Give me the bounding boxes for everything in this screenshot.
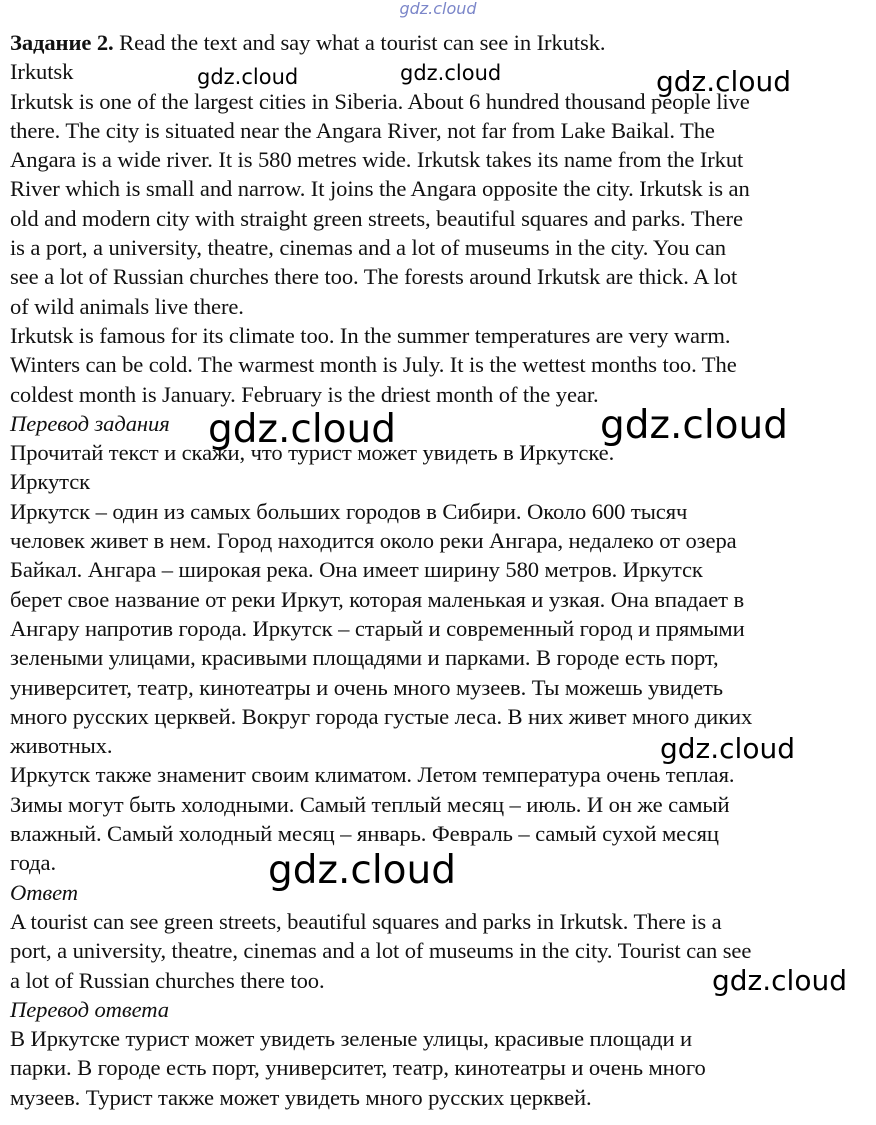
translation-line: Иркутск – один из самых больших городов в Сибири. Около 600 тысяч (10, 498, 688, 524)
answer-translation-line: В Иркутске турист может увидеть зеленые улицы, красивые площади и (10, 1026, 692, 1052)
translation-title: Иркутск (10, 469, 91, 495)
translation-line: животных. (10, 733, 113, 759)
translation-line: года. (10, 850, 57, 876)
task-instruction: Read the text and say what a tourist can see in Irkutsk. (113, 30, 606, 55)
translation-line: влажный. Самый холодный месяц – январь. Февраль – самый сухой месяц (10, 821, 719, 847)
translation-line: человек живет в нем. Город находится около реки Ангара, недалеко от озера (10, 528, 737, 554)
paragraph-1 (10, 87, 872, 321)
translation-line: университет, театр, кинотеатры и очень много музеев. Ты можешь увидеть (10, 674, 723, 700)
translation-line: Иркутск также знаменит своим климатом. Летом температура очень теплая. (10, 762, 735, 788)
translation-instruction: Прочитай текст и скажи, что турист может увидеть в Иркутске. (10, 440, 615, 466)
text-line: Irkutsk is one of the largest cities in Siberia. About 6 hundred thousand people live (10, 88, 750, 114)
answer-line: port, a university, theatre, cinemas and a lot of museums in the city. Tourist can see (10, 938, 752, 964)
text-line: there. The city is situated near the Angara River, not far from Lake Baikal. The (10, 117, 715, 143)
translation-line: много русских церквей. Вокруг города густые леса. В них живет много диких (10, 703, 753, 729)
text-line: of wild animals live there. (10, 293, 244, 319)
task-line (10, 28, 872, 57)
watermark: gdz.cloud (208, 407, 396, 452)
translation-heading: Перевод задания (10, 410, 170, 436)
document-page (10, 28, 872, 1112)
task-label: Задание 2. (10, 30, 114, 55)
text-line: see a lot of Russian churches there too. The forests around Irkutsk are thick. A lot (10, 264, 738, 290)
text-line: Winters can be cold. The warmest month is July. It is the wettest months too. The (10, 352, 737, 378)
text-line: coldest month is January. February is the driest month of the year. (10, 381, 599, 407)
answer-line: A tourist can see green streets, beautiful squares and parks in Irkutsk. There is a (10, 908, 722, 934)
watermark: gdz.cloud (197, 65, 299, 89)
watermark: gdz.cloud (660, 732, 795, 765)
answer-translation-line: парки. В городе есть порт, университет, театр, кинотеатры и очень много (10, 1055, 706, 1081)
text-line: Angara is a wide river. It is 580 metres wide. Irkutsk takes its name from the Irkut (10, 147, 744, 173)
watermark: gdz.cloud (400, 61, 502, 85)
translation-line: Байкал. Ангара – широкая река. Она имеет ширину 580 метров. Иркутск (10, 557, 703, 583)
paragraph-2 (10, 321, 872, 409)
text-line: River which is small and narrow. It joins the Angara opposite the city. Irkutsk is an (10, 176, 750, 202)
answer-translation-text (10, 1024, 872, 1112)
answer-translation-line: музеев. Турист также может увидеть много русских церквей. (10, 1084, 592, 1110)
text-title: Irkutsk (10, 59, 74, 85)
translation-line: берет свое название от реки Иркут, которая маленькая и узкая. Она впадает в (10, 586, 745, 612)
answer-line: a lot of Russian churches there too. (10, 967, 325, 993)
watermark-header: gdz.cloud (399, 0, 477, 18)
text-line: is a port, a university, theatre, cinemas and a lot of museums in the city. You can (10, 235, 727, 261)
watermark: gdz.cloud (656, 65, 791, 98)
text-line: Irkutsk is famous for its climate too. In the summer temperatures are very warm. (10, 322, 731, 348)
text-line: old and modern city with straight green streets, beautiful squares and parks. There (10, 205, 743, 231)
watermark: gdz.cloud (268, 848, 456, 893)
answer-heading: Ответ (10, 879, 78, 905)
watermark: gdz.cloud (712, 964, 847, 997)
answer-translation-heading: Перевод ответа (10, 996, 169, 1022)
translation-line: Зимы могут быть холодными. Самый теплый месяц – июль. И он же самый (10, 791, 730, 817)
translation-line: зелеными улицами, красивыми площадями и парками. В городе есть порт, (10, 645, 719, 671)
translation-paragraph-1 (10, 497, 872, 765)
translation-line: Ангару напротив города. Иркутск – старый и современный город и прямыми (10, 615, 745, 641)
watermark: gdz.cloud (600, 403, 788, 448)
